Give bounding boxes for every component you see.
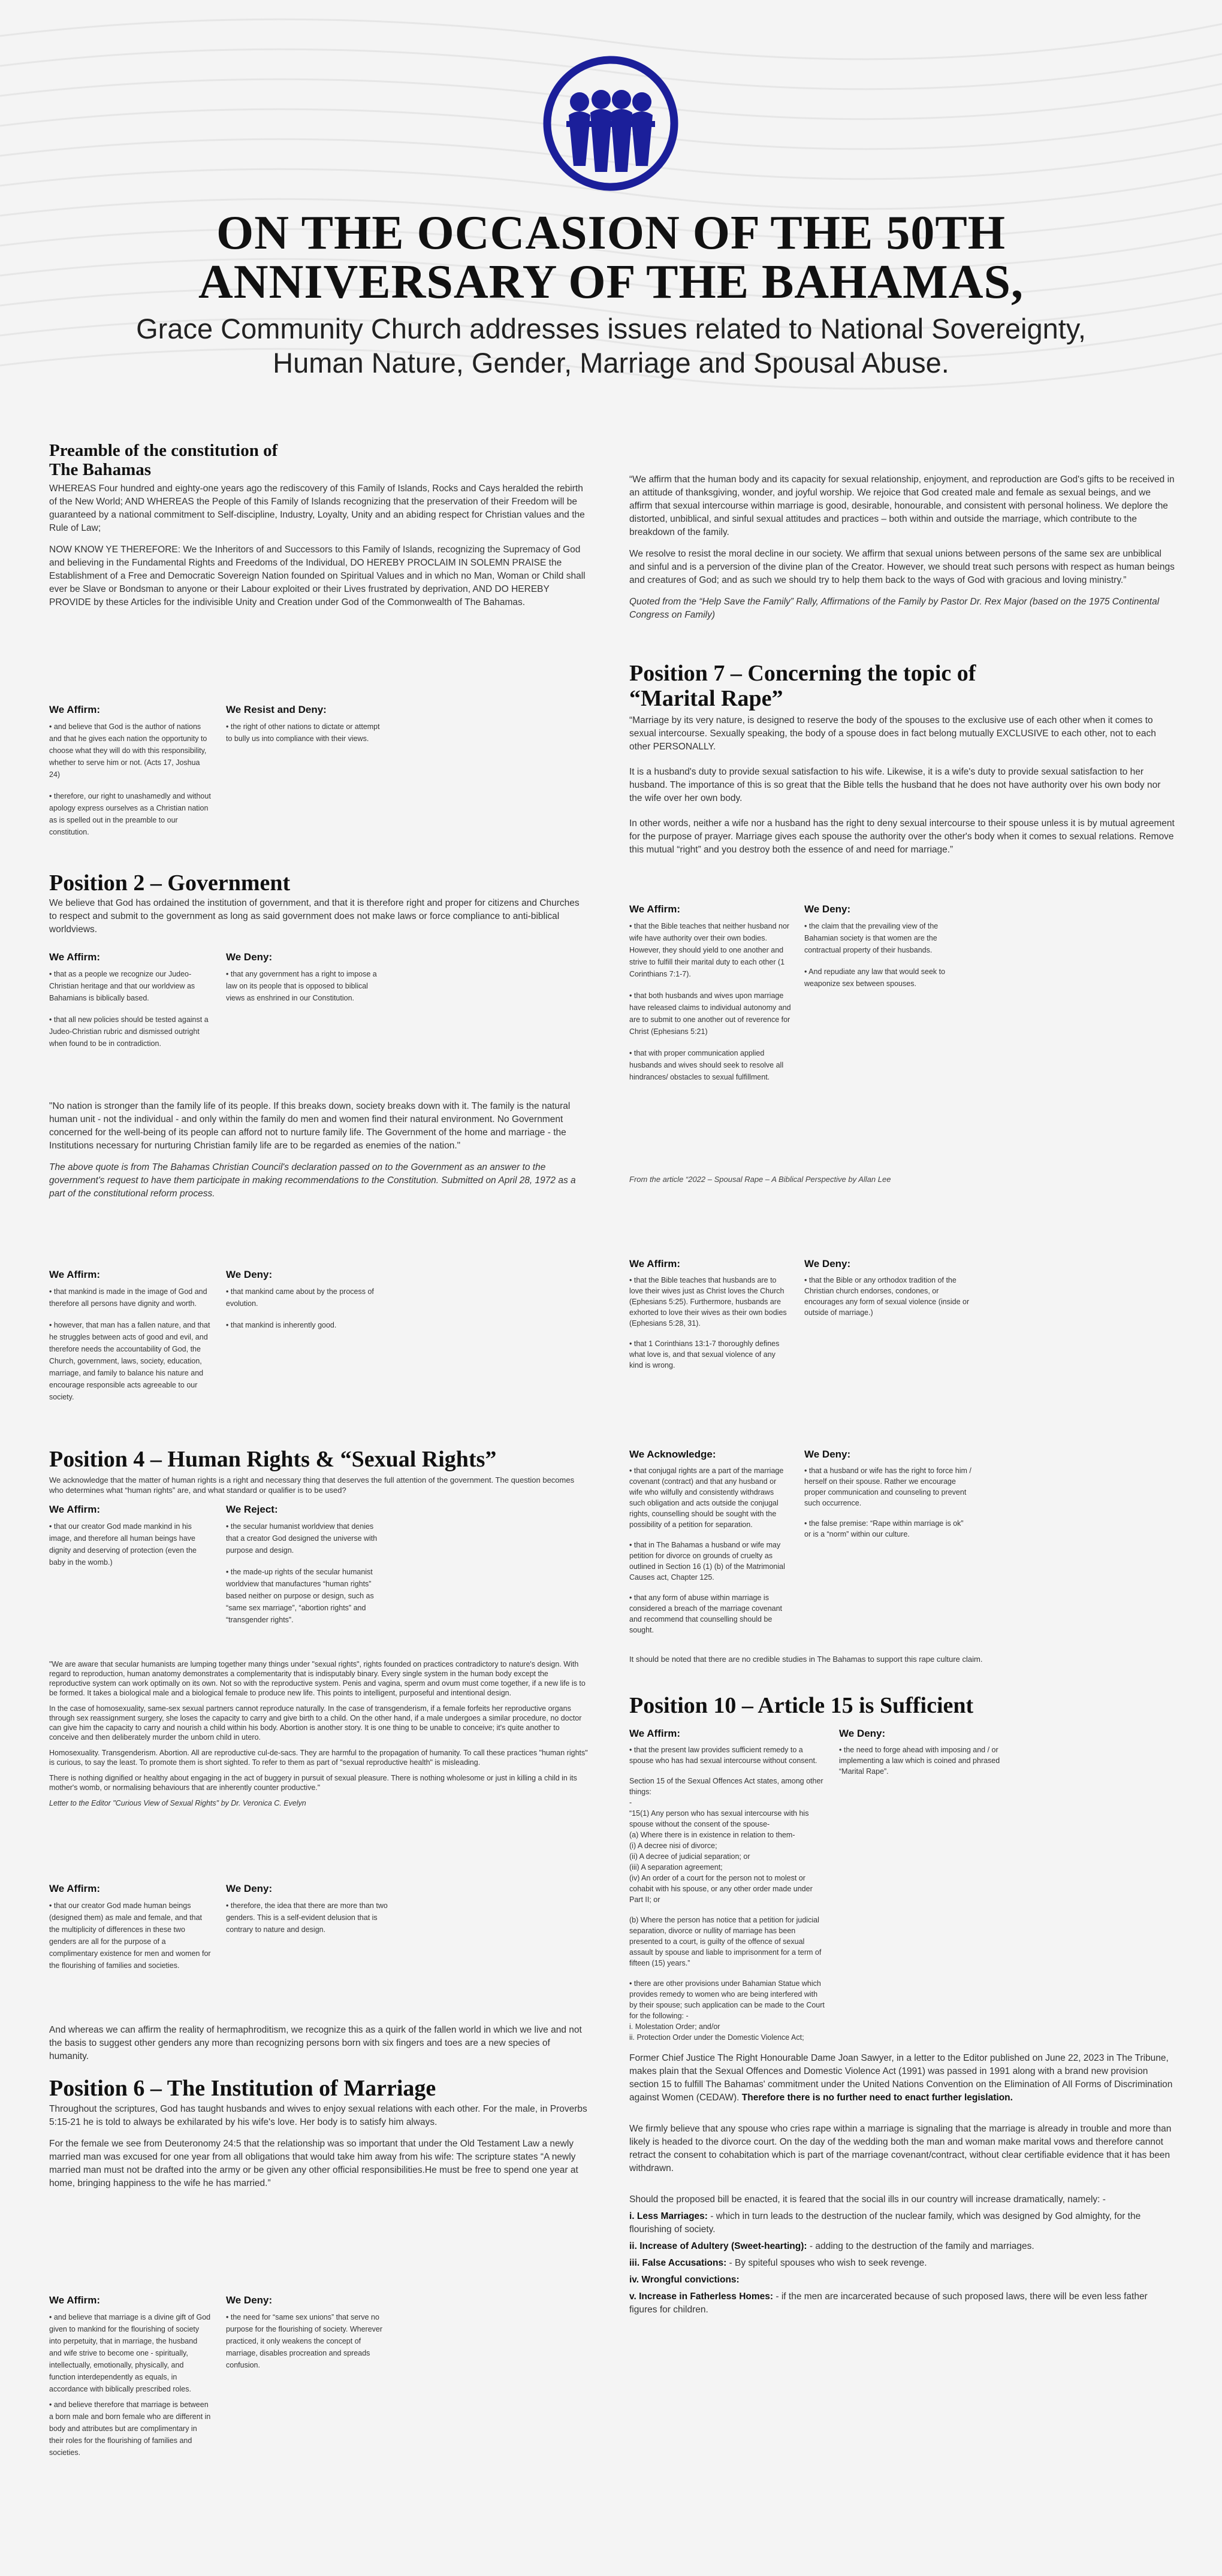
list-item: • and believe that marriage is a divine gift of God given to mankind for the flourishing of society into perpetuity, that in marriage, the husband and wife strive to become one - spiritually, intellectually, emotionally, physically, and function interdependently as equals, in accordance with biblically prescribed roles. — [49, 2313, 211, 2393]
position-2-deny-column — [226, 951, 388, 1014]
position-7-title — [629, 661, 1175, 711]
statute-dash: - — [629, 1798, 632, 1807]
statute-line: “15(1) Any person who has sexual intercourse with his spouse without the consent of the spouse- — [629, 1809, 809, 1828]
quote-text: In the case of homosexuality, same-sex sexual partners cannot reproduce naturally. In the case of transgenderism, if a female forfeits her reproductive organs through sex reassignment surgery, she loses the capacity to carry and give birth to a child. On the other hand, if a male undergoes a similar procedure, no doctor can give him the capacity to carry and nourish a child within his body. Abortion is another story. It is one thing to be unable to conceive; it's quite another to conceive and then deliberately murder the unborn child in utero. — [49, 1704, 582, 1741]
position-5-affirm-column — [49, 1883, 211, 1981]
preamble-affirm-column — [49, 704, 211, 848]
list-item: • that conjugal rights are a part of the marriage covenant (contract) and that any husband or wife who wilfully and consistently withdraws such obligation and acts outside the conjugal rights, counselling should be sought with the possibility of a petition for separation. — [629, 1467, 784, 1529]
paragraph — [629, 2052, 1175, 2105]
column-heading: We Affirm: — [49, 1504, 100, 1515]
column-heading: We Resist and Deny: — [226, 704, 327, 715]
position-4-affirm-column — [49, 1504, 211, 1578]
quote-source: Quoted from the “Help Save the Family” Rally, Affirmations of the Family by Pastor Dr. Rex Major (based on the 1975 Continental Congress on Family) — [629, 597, 1160, 620]
position-10-deny-column — [839, 1728, 1007, 1786]
position-8-deny-column — [804, 1258, 972, 1328]
quote-text: "We are aware that secular humanists are lumping together many things under "sexual rights", rights founded on practices contradictory to nature's design. With regard to reproduction, human anatomy demonstrates a complementarity that is indisputably binary. Every single system in the human body except the reproductive system can work optimally on its own. Not so with the reproductive system. Penis and vagina, sperm and ovum must come together, if a new life is to be formed. It takes a biological male and a biological female to produce new life. This points to intelligent, purposeful and intentional design. — [49, 1660, 586, 1697]
quote-source: The above quote is from The Bahamas Christian Council's declaration passed on to the Government as an answer to the government's request to have them participate in making recommendations to the Constitution. Submitted on April 28, 1972 as a part of the constitutional reform process. — [49, 1162, 576, 1199]
statute-line: i. Molestation Order; and/or — [629, 2022, 720, 2031]
position-9-acknowledge-column — [629, 1449, 791, 1645]
list-item: • that both husbands and wives upon marriage have released claims to individual autonomy and are to submit to one another out of reverence for Christ (Ephesians 5:21) — [629, 991, 791, 1036]
list-item: • therefore, our right to unashamedly and without apology express ourselves as a Christian nation as is spelled out in the preamble to our constitution. — [49, 792, 211, 836]
column-heading: We Affirm: — [49, 951, 100, 963]
list-item: • there are other provisions under Bahamian Statue which provides remedy to women who are being interfered with by their spouse; such application can be made to the Court for the following: - — [629, 1979, 825, 2020]
ills-text: - By spiteful spouses who wish to seek revenge. — [729, 2258, 927, 2268]
ills-item — [629, 2210, 1175, 2236]
ills-heading: v. Increase in Fatherless Homes: — [629, 2291, 774, 2302]
quote-text: There is nothing dignified or healthy about engaging in the act of buggery in pursuit of sexual pleasure. There is nothing wholesome or just in killing a child in its mother's womb, or normalising behaviours that are inherently counter productive." — [49, 1774, 577, 1792]
list-item: • that the present law provides sufficient remedy to a spouse who has had sexual intercourse without consent. — [629, 1746, 817, 1765]
column-heading: We Reject: — [226, 1504, 278, 1515]
column-heading: We Deny: — [839, 1728, 886, 1739]
list-item: • the need for “same sex unions” that serve no purpose for the flourishing of society. Wherever practiced, it only weakens the concept of marriage, disables procreation and spreads confusion. — [226, 2313, 383, 2369]
subtitle-line-2: Human Nature, Gender, Marriage and Spousal Abuse. — [273, 347, 949, 379]
position-2-title: Position 2 – Government — [49, 870, 291, 896]
paragraph: Throughout the scriptures, God has taught husbands and wives to enjoy sexual relations with each other. For the male, in Proverbs 5:15-21 he is told to always be exhilarated by his wife's love. Her body is to satisfy him always. — [49, 2104, 587, 2127]
list-item: • the made-up rights of the secular humanist worldview that manufactures “human rights” based neither on purpose or design, such as “same sex marriage”, “abortion rights” and “transgender rights”. — [226, 1568, 374, 1624]
column-heading: We Deny: — [226, 1883, 273, 1894]
main-title — [0, 208, 1222, 307]
list-item: • that any government has a right to impose a law on its people that is opposed to biblical views as enshrined in our Constitution. — [226, 970, 377, 1002]
column-heading: We Affirm: — [629, 1728, 680, 1739]
main-title-line-2: ANNIVERSARY OF THE BAHAMAS, — [198, 256, 1024, 309]
statute-line: (ii) A decree of judicial separation; or — [629, 1852, 750, 1861]
list-item: • the claim that the prevailing view of the Bahamian society is that women are the contractual property of their husbands. — [804, 922, 939, 954]
column-heading: We Affirm: — [629, 903, 680, 915]
list-item: • And repudiate any law that would seek to weaponize sex between spouses. — [804, 967, 946, 988]
column-heading: We Deny: — [804, 1258, 851, 1269]
statute-line: (i) A decree nisi of divorce; — [629, 1842, 717, 1850]
position-3-affirm-column — [49, 1269, 211, 1413]
statute-line: (iii) A separation agreement; — [629, 1863, 723, 1871]
paragraph: For the female we see from Deuteronomy 24:5 that the relationship was so important that under the Old Testament Law a newly married man was excused for one year from all obligations that would take him away from his wife: The scripture states “A newly married man must not be drafted into the army or be given any other official responsibilities.He must be free to spend one year at home, bringing happiness to the wife he has married.” — [49, 2139, 578, 2188]
church-logo-icon — [542, 55, 679, 192]
statute-line: (b) Where the person has notice that a petition for judicial separation, divorce or nullity of marriage has been presented to a court, is guilty of the offence of sexual assault by spouse and liable to imprisonment for a term of fifteen (15) years.” — [629, 1916, 822, 1967]
paragraph-text: Former Chief Justice The Right Honourable Dame Joan Sawyer, in a letter to the Editor published on June 22, 2023 in The Tribune, makes plain that the Sexual Offences and Domestic Violence Act (1991) was passed in 1991 along with a brand new provision section 15 to fulfill The Bahamas' commitment under the United Nations Convention on the Elimination of All Forms of Discrimination against Women (CEDAW). — [629, 2053, 1173, 2103]
statute-line: (a) Where there is in existence in relation to them- — [629, 1831, 795, 1839]
position-7-source: From the article “2022 – Spousal Rape – A Biblical Perspective by Allan Lee — [629, 1175, 891, 1184]
position-6-body — [49, 2103, 589, 2199]
subtitle-line-1: Grace Community Church addresses issues related to National Sovereignty, — [136, 313, 1086, 344]
subtitle — [0, 312, 1222, 380]
position-3-deny-column — [226, 1269, 388, 1341]
list-item: • the secular humanist worldview that denies that a creator God designed the universe with purpose and design. — [226, 1522, 378, 1555]
column-heading: We Deny: — [226, 951, 273, 963]
list-item: • therefore, the idea that there are more than two genders. This is a self-evident delusion that is contrary to nature and design. — [226, 1901, 388, 1934]
statute-line: ii. Protection Order under the Domestic Violence Act; — [629, 2033, 804, 2042]
list-item: • that the Bible teaches that husbands are to love their wives just as Christ loves the Church (Ephesians 5:25). Furthermore, husbands are exhorted to love their wives as their own bodies (Ephesians 5:28, 31). — [629, 1276, 787, 1328]
statute-line: (iv) An order of a court for the person not to molest or cohabit with his spouse, or any other order made under Part II; or — [629, 1874, 813, 1904]
position-4-intro: We acknowledge that the matter of human rights is a right and necessary thing that deserves the full attention of the government. The question becomes who determines what “human rights” are, and what standard or qualifier is to be used? — [49, 1476, 575, 1495]
list-item: • that all new policies should be tested against a Judeo-Christian rubric and dismissed outright when found to be in contradiction. — [49, 1015, 209, 1048]
list-item: • that with proper communication applied husbands and wives should seek to resolve all hindrances/ obstacles to sexual fulfillment. — [629, 1049, 784, 1081]
position-2-affirm-column — [49, 951, 211, 1059]
position-8-affirm-column — [629, 1258, 791, 1380]
ills-heading: iv. Wrongful convictions: — [629, 2275, 740, 2285]
position-10-body — [629, 2052, 1175, 2317]
position-6-title: Position 6 – The Institution of Marriage — [49, 2076, 436, 2101]
preamble-title — [49, 441, 409, 479]
list-item: • the right of other nations to dictate or attempt to bully us into compliance with their views. — [226, 722, 380, 743]
list-item: • that mankind is made in the image of God and therefore all persons have dignity and worth. — [49, 1287, 207, 1308]
list-item: • that mankind is inherently good. — [226, 1321, 337, 1329]
column-heading: We Deny: — [804, 903, 851, 915]
position-7-body — [629, 714, 1175, 865]
list-item: • that in The Bahamas a husband or wife may petition for divorce on grounds of cruelty as outlined in Section 16 (1) (b) of the Matrimonial Causes act, Chapter 125. — [629, 1541, 785, 1582]
column-heading: We Affirm: — [49, 1883, 100, 1894]
list-item: • that the Bible teaches that neither husband nor wife have authority over their own bodies. However, they should yield to one another and strive to fulfill their marital duty to each other (1 Corinthians 7:1-7). — [629, 922, 790, 978]
preamble-title-line-2: The Bahamas — [49, 460, 152, 479]
paragraph: We firmly believe that any spouse who cries rape within a marriage is signaling that the marriage is already in trouble and more than likely is headed to the divorce court. On the day of the wedding both the man and woman make marital vows and therefore cannot retract the consent to cohabitation which is part of the marriage covenant/contract, without clear certifiable evidence that it has been withdrawn. — [629, 2124, 1172, 2173]
preamble-title-line-1: Preamble of the constitution of — [49, 441, 278, 460]
column-heading: We Affirm: — [49, 1269, 100, 1280]
position-9-deny-column — [804, 1449, 972, 1549]
list-item: • the false premise: “Rape within marriage is ok” or is a “norm” within our culture. — [804, 1519, 964, 1538]
ills-item — [629, 2273, 1175, 2287]
list-item: • that mankind came about by the process of evolution. — [226, 1287, 374, 1308]
ills-heading: i. Less Marriages: — [629, 2211, 708, 2221]
position-2-quote — [49, 1100, 589, 1209]
ills-heading: ii. Increase of Adultery (Sweet-hearting): — [629, 2241, 807, 2251]
position-10-title: Position 10 – Article 15 is Sufficient — [629, 1693, 974, 1718]
list-item: • and believe that God is the author of nations and that he gives each nation the opportunity to choose what they will do with this responsibility, whether to serve him or not. (Acts 17, Joshua 24) — [49, 722, 207, 779]
ills-heading: iii. False Accusations: — [629, 2258, 727, 2268]
list-item: • that our creator God made human beings (designed them) as male and female, and that the multiplicity of differences in these two genders are all for the purpose of a complimentary existence for men and women for the flourishing of families and societies. — [49, 1901, 211, 1970]
ills-text: - which in turn leads to the destruction of the nuclear family, which was designed by God almighty, for the flourishing of society. — [629, 2211, 1141, 2235]
list-item: • that any form of abuse within marriage is considered a breach of the marriage covenant and recommend that counselling should be sought. — [629, 1594, 783, 1634]
statute-intro: Section 15 of the Sexual Offences Act states, among other things: — [629, 1777, 823, 1796]
position-6-deny-column — [226, 2294, 388, 2381]
ills-text: - if the men are incarcerated because of such proposed laws, there will be even less father figures for children. — [629, 2291, 1148, 2315]
ills-text: - adding to the destruction of the family and marriages. — [809, 2241, 1034, 2251]
quote-text: "No nation is stronger than the family life of its people. If this breaks down, society breaks down with it. The family is the natural human unit - not the individual - and only within the family do men and women find their natural environment. No Government concerned for the well-being of its people can afford not to nurture family life. The Government of the home and marriage - the Institutions necessary for nurturing Christian family life are to be regarded as enemies of the nation." — [49, 1101, 571, 1151]
position-7-deny-column — [804, 903, 972, 999]
main-title-line-1: ON THE OCCASION OF THE 50TH — [216, 207, 1006, 259]
preamble-resist-column — [226, 704, 388, 754]
ills-item — [629, 2290, 1175, 2317]
column-heading: We Deny: — [226, 1269, 273, 1280]
ills-item — [629, 2240, 1175, 2253]
position-6-affirm-column — [49, 2294, 211, 2468]
position-5-deny-column — [226, 1883, 388, 1945]
position-4-reject-column — [226, 1504, 388, 1635]
position-4-title: Position 4 – Human Rights & “Sexual Rights” — [49, 1447, 497, 1472]
column-heading: We Acknowledge: — [629, 1449, 716, 1460]
position-7-title-line-1: Position 7 – Concerning the topic of — [629, 661, 976, 686]
paragraph: “Marriage by its very nature, is designed to reserve the body of the spouses to the exclusive use of each other when it comes to sexual intercourse. Sexually speaking, the body of a spouse does in fact belong mutually EXCLUSIVE to each other, not to each other PERSONALLY. — [629, 715, 1156, 752]
list-item: • that our creator God made mankind in his image, and therefore all human beings have dignity and deserving of protection (even the baby in the womb.) — [49, 1522, 197, 1567]
position-2-intro: We believe that God has ordained the institution of government, and that it is therefore right and proper for citizens and Churches to respect and submit to the government as long as said government does not make laws or force compliance to anti-biblical worldviews. — [49, 898, 580, 935]
family-rally-quote — [629, 473, 1175, 630]
preamble-paragraph: WHEREAS Four hundred and eighty-one years ago the rediscovery of this Family of Islands, Rocks and Cays heralded the rebirth of the New World; AND WHEREAS the People of this Family of Islands recognizing that the preservation of their Freedom will be guaranteed by a national commitment to Self-discipline, Industry, Loyalty, Unity and an abiding respect for Christian values and the Rule of Law; — [49, 483, 585, 533]
paragraph: In other words, neither a wife nor a husband has the right to deny sexual intercourse to their spouse unless it is by mutual agreement for the purpose of prayer. Marriage gives each spouse the authority over the other's body when it comes to sexual relations. Remove this mutual “right” and you destroy both the essence of and need for marriage.” — [629, 818, 1175, 855]
list-item: • that the Bible or any orthodox tradition of the Christian church endorses, condones, or encourages any form of sexual violence (inside or outside of marriage.) — [804, 1276, 970, 1317]
list-item: • the need to forge ahead with imposing and / or implementing a law which is coined and phrased “Marital Rape”. — [839, 1746, 1000, 1776]
position-9-note: It should be noted that there are no credible studies in The Bahamas to support this rape culture claim. — [629, 1655, 983, 1664]
column-heading: We Deny: — [226, 2294, 273, 2306]
list-item: • however, that man has a fallen nature, and that he struggles between acts of good and evil, and therefore needs the accountability of God, the Church, government, laws, society, education, marriage, and family to balance his nature and encourage responsible acts agreeable to our society. — [49, 1321, 210, 1401]
paragraph: Should the proposed bill be enacted, it is feared that the social ills in our country will increase dramatically, namely: - — [629, 2194, 1106, 2205]
paragraph-emphasis: Therefore there is no further need to enact further legislation. — [741, 2093, 1013, 2103]
quote-text: Homosexuality. Transgenderism. Abortion. All are reproductive cul-de-sacs. They are harmful to the propagation of humanity. To call these practices "human rights" is curious, to say the least. To promote them is short sighted. To refer to them as part of "sexual reproductive health" is misleading. — [49, 1749, 588, 1767]
list-item: • that a husband or wife has the right to force him / herself on their spouse. Rather we encourage proper communication and counseling to prevent such occurrence. — [804, 1467, 971, 1507]
column-heading: We Affirm: — [49, 2294, 100, 2306]
column-heading: We Deny: — [804, 1449, 851, 1460]
preamble-body — [49, 482, 589, 618]
list-item: • that 1 Corinthians 13:1-7 thoroughly defines what love is, and that sexual violence of any kind is wrong. — [629, 1340, 780, 1369]
paragraph: It is a husband's duty to provide sexual satisfaction to his wife. Likewise, it is a wife's duty to provide sexual satisfaction to her husband. The importance of this is so great that the Bible tells the husband that he does not have authority over his own body nor the wife over her own body. — [629, 767, 1161, 803]
column-heading: We Affirm: — [629, 1258, 680, 1269]
list-item: • and believe therefore that marriage is between a born male and born female who are different in body and attributes but are complimentary in their roles for the flourishing of families and societies. — [49, 2400, 211, 2457]
position-5-note: And whereas we can affirm the reality of hermaphroditism, we recognize this as a quirk of the fallen world in which we live and not the basis to suggest other genders any more than recognizing persons born with six fingers and toes are a new species of humanity. — [49, 2025, 582, 2061]
position-7-title-line-2: “Marital Rape” — [629, 686, 783, 711]
list-item: • that as a people we recognize our Judeo-Christian heritage and that our worldview as Bahamians is biblically based. — [49, 970, 195, 1002]
quote-source: Letter to the Editor "Curious View of Sexual Rights" by Dr. Veronica C. Evelyn — [49, 1799, 306, 1807]
column-heading: We Affirm: — [49, 704, 100, 715]
position-4-quote — [49, 1659, 589, 1808]
preamble-paragraph: NOW KNOW YE THEREFORE: We the Inheritors of and Successors to this Family of Islands, recognizing the Supremacy of God and believing in the Fundamental Rights and Freedoms of the Individual, DO HEREBY PROCLAIM IN SOLEMN PRAISE the Establishment of a Free and Democratic Sovereign Nation founded on Spiritual Values and in which no Man, Woman or Child shall ever be Slave or Bondsman to anyone or their Labour exploited or their Lives frustrated by deprivation, AND DO HEREBY PROVIDE by these Articles for the indivisible Unity and Creation under God of the Commonwealth of The Bahamas. — [49, 545, 586, 607]
ills-item — [629, 2257, 1175, 2270]
quote-text: We resolve to resist the moral decline in our society. We affirm that sexual unions between persons of the same sex are unbiblical and sinful and is a perversion of the divine plan of the Creator. However, we should treat such persons with respect as human beings and creatures of God; and as such we should try to help them back to the ways of God with gracious and loving ministry.” — [629, 549, 1175, 585]
quote-text: “We affirm that the human body and its capacity for sexual relationship, enjoyment, and reproduction are God's gifts to be received in an attitude of thanksgiving, wonder, and joyful worship. We rejoice that God created male and female as sexual beings, and we affirm that sexual intercourse within marriage is good, desirable, honourable, and consistent with personal holiness. We deplore the distorted, unbiblical, and sinful sexual attitudes and practices – both within and outside the marriage, which contribute to the breakdown of the family. — [629, 474, 1175, 537]
position-7-affirm-column — [629, 903, 791, 1093]
